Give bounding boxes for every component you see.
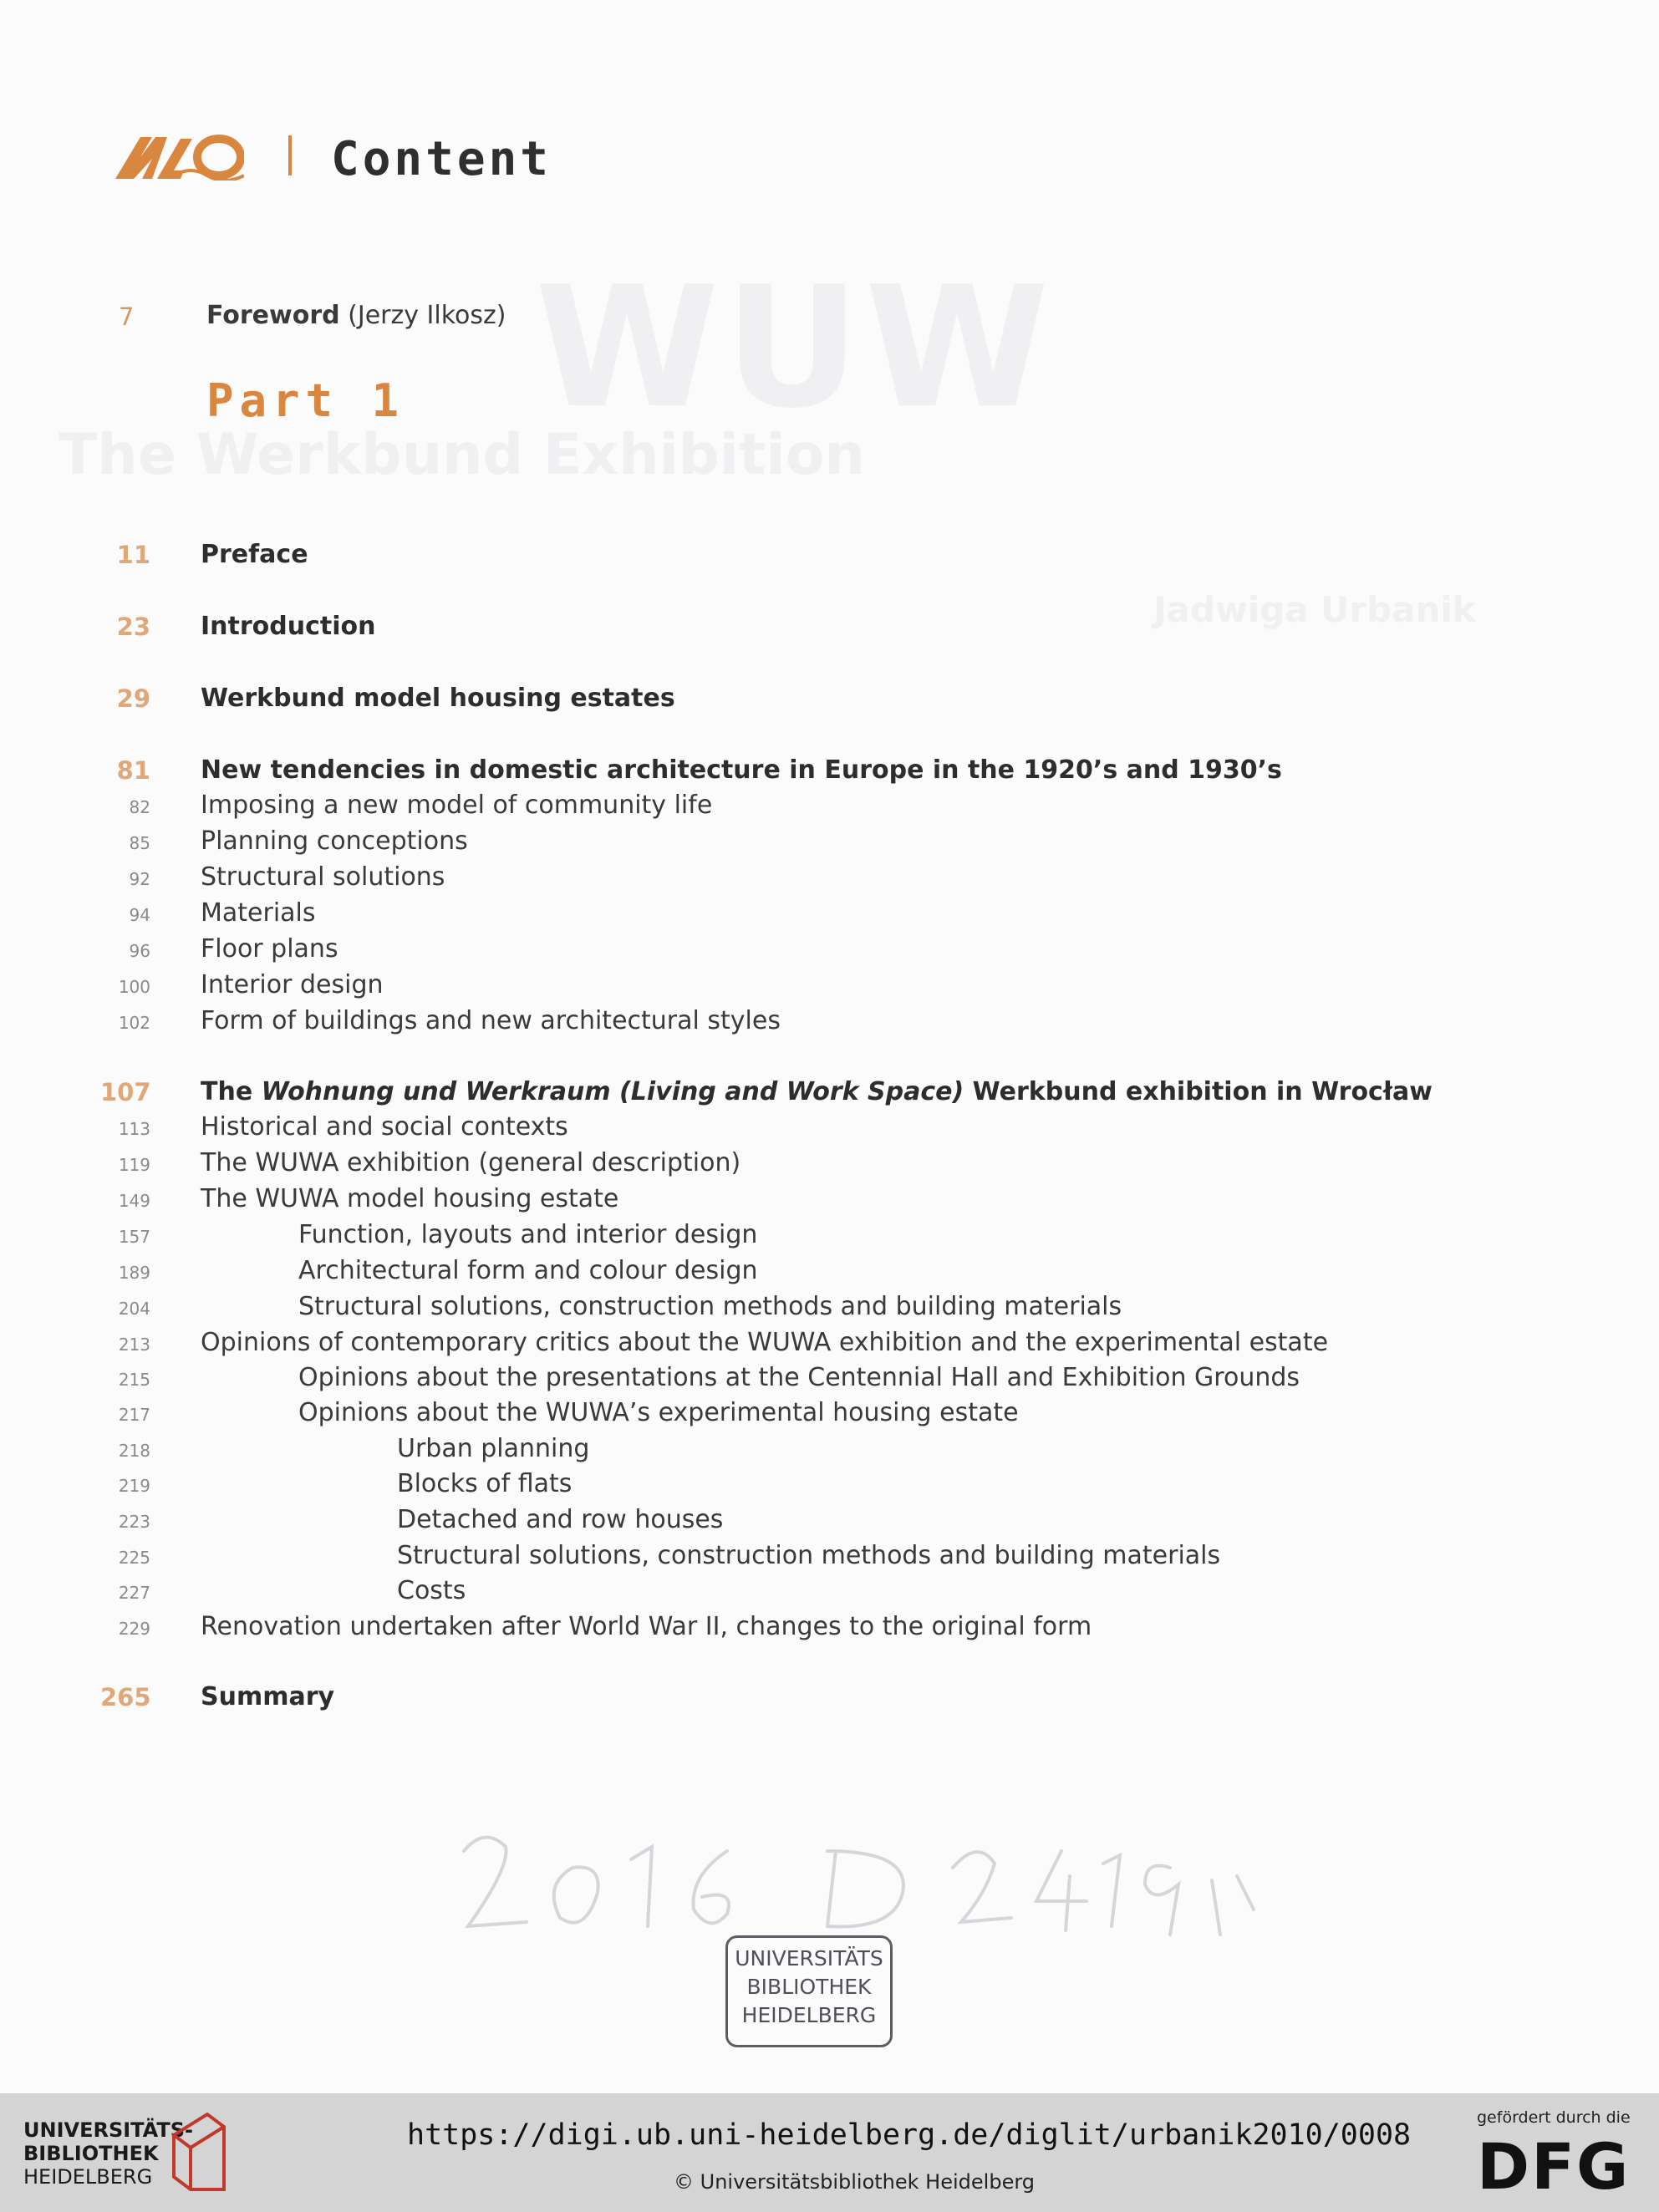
foreword-title: Foreword (206, 301, 340, 330)
toc-title: Planning conceptions (201, 826, 468, 856)
toc-title: Werkbund model housing estates (201, 684, 675, 713)
toc-page-number: 189 (118, 1263, 150, 1283)
toc-entry (0, 1328, 1421, 1363)
toc-entry (0, 1469, 1421, 1504)
toc-page-number: 213 (118, 1335, 150, 1355)
toc-entry (0, 1112, 1421, 1147)
toc-page-number: 227 (118, 1583, 150, 1603)
toc-title: Introduction (201, 612, 376, 641)
show-through-text: The Werkbund Exhibition (59, 422, 865, 488)
toc-page-number: 219 (118, 1476, 150, 1496)
toc-page-number: 11 (116, 541, 150, 569)
toc-entry (0, 1682, 1421, 1717)
toc-page-number: 149 (118, 1191, 150, 1211)
toc-page-number: 100 (118, 977, 150, 997)
toc-title: Historical and social contexts (201, 1112, 568, 1142)
source-url-link[interactable]: https://digi.ub.uni-heidelberg.de/diglit/urbanik2010/0008 (407, 2118, 1412, 2152)
toc-entry (0, 1148, 1421, 1183)
funding-caption: gefördert durch die (1477, 2108, 1631, 2127)
toc-page-number: 225 (118, 1548, 150, 1568)
foreword-page-number: 7 (119, 303, 135, 331)
toc-page-number: 81 (116, 756, 150, 785)
toc-page-number: 215 (118, 1370, 150, 1390)
toc-entry (0, 684, 1421, 719)
toc-page-number: 102 (118, 1013, 150, 1033)
copyright-notice: © Universitätsbibliothek Heidelberg (674, 2170, 1036, 2194)
toc-title: Structural solutions, construction methods and building materials (298, 1292, 1122, 1321)
toc-entry (0, 1077, 1433, 1112)
toc-title: The WUWA model housing estate (201, 1184, 619, 1213)
library-name-line: BIBLIOTHEK (23, 2142, 159, 2165)
stamp-line: HEIDELBERG (741, 2003, 877, 2027)
toc-title: Summary (201, 1682, 335, 1711)
toc-entry (0, 1505, 1421, 1540)
toc-title: Function, layouts and interior design (298, 1220, 758, 1249)
toc-title: Blocks of flats (397, 1469, 573, 1498)
foreword-author: (Jerzy Ilkosz) (348, 301, 506, 330)
footer-bar (0, 2093, 1659, 2212)
toc-page-number: 29 (116, 684, 150, 713)
toc-title: Floor plans (201, 934, 338, 964)
toc-page-number: 223 (118, 1512, 150, 1532)
toc-page-number: 23 (116, 613, 150, 641)
toc-page-number: 204 (118, 1299, 150, 1319)
stamp-line: BIBLIOTHEK (746, 1975, 872, 1999)
toc-title: New tendencies in domestic architecture in Europe in the 1920’s and 1930’s (201, 755, 1282, 785)
toc-title: Preface (201, 540, 308, 569)
toc-page-number: 85 (129, 833, 150, 853)
toc-page-number: 82 (129, 797, 150, 817)
library-logo-icon (165, 2110, 232, 2194)
toc-title (201, 1077, 1433, 1106)
toc-title: Structural solutions (201, 862, 445, 892)
stamp-line: UNIVERSITÄTS (735, 1946, 883, 1970)
toc-title: Urban planning (397, 1434, 590, 1463)
toc-title: Interior design (201, 970, 384, 999)
toc-page-number: 119 (118, 1155, 150, 1175)
toc-title-part: The (201, 1077, 262, 1106)
toc-title: Opinions about the WUWA’s experimental housing estate (298, 1398, 1019, 1427)
handwritten-shelfmark (460, 1818, 1295, 1943)
header-divider (288, 135, 292, 175)
dfg-logo: DFG (1477, 2129, 1631, 2204)
toc-entry (0, 1398, 1421, 1433)
toc-page-number: 217 (118, 1405, 150, 1425)
toc-page-number: 265 (100, 1683, 151, 1711)
toc-page-number: 92 (129, 869, 150, 889)
toc-entry (0, 791, 1421, 826)
library-name-line: HEIDELBERG (23, 2165, 153, 2189)
part-heading: Part 1 (206, 374, 405, 427)
toc-entry (0, 826, 1421, 862)
toc-title-italic: Wohnung und Werkraum (Living and Work Space) (261, 1077, 964, 1106)
toc-title: Materials (201, 898, 316, 928)
toc-page-number: 94 (129, 905, 150, 925)
page-title: Content (331, 132, 552, 186)
toc-title: The WUWA exhibition (general description) (201, 1148, 741, 1177)
toc-page-number: 229 (118, 1619, 150, 1639)
toc-entry (0, 970, 1421, 1005)
library-name-line: UNIVERSITÄTS- (23, 2118, 194, 2142)
toc-entry (0, 862, 1421, 898)
toc-entry (0, 898, 1421, 933)
toc-entry (0, 1220, 1421, 1255)
toc-title: Opinions about the presentations at the Centennial Hall and Exhibition Grounds (298, 1363, 1300, 1392)
publisher-logo (115, 134, 244, 181)
toc-title: Form of buildings and new architectural styles (201, 1006, 781, 1035)
toc-title: Imposing a new model of community life (201, 791, 713, 820)
toc-title: Architectural form and colour design (298, 1256, 758, 1285)
toc-title: Opinions of contemporary critics about the WUWA exhibition and the experimental estate (201, 1328, 1329, 1357)
toc-entry (0, 934, 1421, 969)
toc-title-part: Werkbund exhibition in Wrocław (964, 1077, 1433, 1106)
toc-entry (0, 1363, 1421, 1398)
toc-entry (0, 1541, 1421, 1576)
show-through-text: WUW (535, 251, 1055, 445)
toc-entry (0, 540, 1421, 575)
toc-entry (0, 1612, 1421, 1647)
toc-page-number: 218 (118, 1441, 150, 1461)
toc-page-number: 107 (100, 1078, 151, 1106)
toc-entry (0, 612, 1421, 647)
toc-title: Renovation undertaken after World War II, changes to the original form (201, 1612, 1092, 1641)
toc-title: Detached and row houses (397, 1505, 724, 1534)
toc-entry (0, 1256, 1421, 1291)
show-through-text: Jadwiga Urbanik (1153, 589, 1476, 630)
toc-entry (0, 1292, 1421, 1327)
foreword-entry (206, 301, 506, 330)
toc-entry (0, 1576, 1421, 1611)
toc-entry (0, 755, 1421, 791)
toc-title: Costs (397, 1576, 466, 1605)
toc-page-number: 113 (118, 1119, 150, 1139)
toc-entry (0, 1184, 1421, 1219)
toc-page-number: 96 (129, 941, 150, 961)
library-stamp (725, 1935, 893, 2047)
toc-title: Structural solutions, construction methods and building materials (397, 1541, 1221, 1570)
toc-entry (0, 1434, 1421, 1469)
toc-entry (0, 1006, 1421, 1041)
toc-page-number: 157 (118, 1227, 150, 1247)
